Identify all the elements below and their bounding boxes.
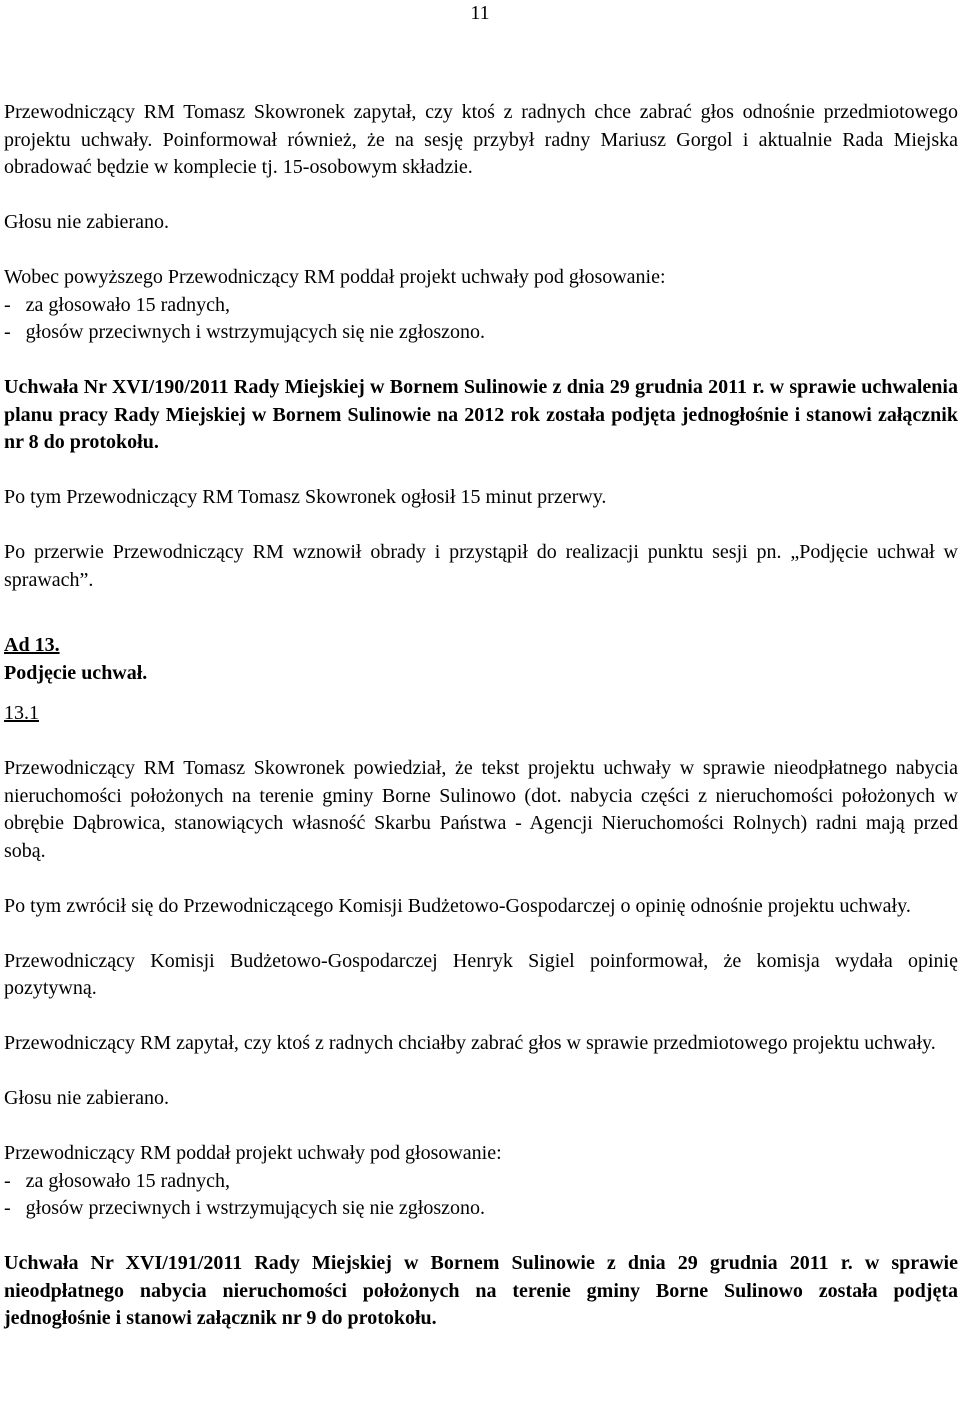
section-heading [4,632,958,687]
vote-block-2 [4,1140,958,1223]
resolution-191: Uchwała Nr XVI/191/2011 Rady Miejskiej w Bornem Sulinowie z dnia 29 grudnia 2011 r. w sprawie nieodpłatnego nabycia nieruchomości położonych na terenie gminy Borne Sulinowo została podjęta jednogłośnie i stanowi załącznik nr 9 do protokołu. [4,1252,958,1329]
vote-block-1 [4,264,958,347]
vote-intro: Wobec powyższego Przewodniczący RM poddał projekt uchwały pod głosowanie: [4,266,666,288]
paragraph-question-2: Przewodniczący RM zapytał, czy ktoś z radnych chciałby zabrać głos w sprawie przedmiotowego projektu uchwały. [4,1032,936,1054]
paragraph-resume-session: Po przerwie Przewodniczący RM wznowił obrady i przystąpił do realizacji punktu sesji pn. „Podjęcie uchwał w sprawach”. [4,541,958,591]
resolution-190: Uchwała Nr XVI/190/2011 Rady Miejskiej w Bornem Sulinowie z dnia 29 grudnia 2011 r. w sprawie uchwalenia planu pracy Rady Miejskiej w Bornem Sulinowie na 2012 rok została podjęta jednogłośnie i stanowi załącznik nr 8 do protokołu. [4,376,958,453]
subsection-heading: 13.1 [4,702,39,724]
vote-intro-2: Przewodniczący RM poddał projekt uchwały pod głosowanie: [4,1142,502,1164]
document-body [4,99,958,1333]
paragraph-break-announcement: Po tym Przewodniczący RM Tomasz Skowronek ogłosił 15 minut przerwy. [4,486,607,508]
paragraph-commission-request: Po tym zwrócił się do Przewodniczącego Komisji Budżetowo-Gospodarczej o opinię odnośnie projektu uchwały. [4,894,911,917]
paragraph-no-discussion: Głosu nie zabierano. [4,211,169,233]
vote-for-item: - za głosowało 15 radnych, [4,293,231,316]
vote-against-item-2: - głosów przeciwnych i wstrzymujących się nie zgłoszono. [4,1197,485,1219]
ad-title: Podjęcie uchwał. [4,661,148,684]
ad-heading: Ad 13. [4,634,60,656]
vote-for-item-2: - za głosowało 15 radnych, [4,1169,231,1192]
page-number: 11 [470,2,490,24]
vote-against-item: - głosów przeciwnych i wstrzymujących się nie zgłoszono. [4,321,485,343]
paragraph-commission-opinion: Przewodniczący Komisji Budżetowo-Gospodarczej Henryk Sigiel poinformował, że komisja wydała opinię pozytywną. [4,949,958,999]
paragraph-no-discussion-2: Głosu nie zabierano. [4,1087,169,1109]
paragraph-question-opening: Przewodniczący RM Tomasz Skowronek zapytał, czy ktoś z radnych chce zabrać głos odnośnie przedmiotowego projektu uchwały. Poinformował również, że na sesję przybył radny Mariusz Gorgol i aktualnie Rada Miejska obradować będzie w komplecie tj. 15-osobowym składzie. [4,101,958,178]
paragraph-project-text: Przewodniczący RM Tomasz Skowronek powiedział, że tekst projektu uchwały w sprawie nieodpłatnego nabycia nieruchomości położonych na terenie gminy Borne Sulinowo (dot. nabycia części z nieruchomości położonych w obrębie Dąbrowica, stanowiących własność Skarbu Państwa - Agencji Nieruchomości Rolnych) radni mają przed sobą. [4,757,958,862]
